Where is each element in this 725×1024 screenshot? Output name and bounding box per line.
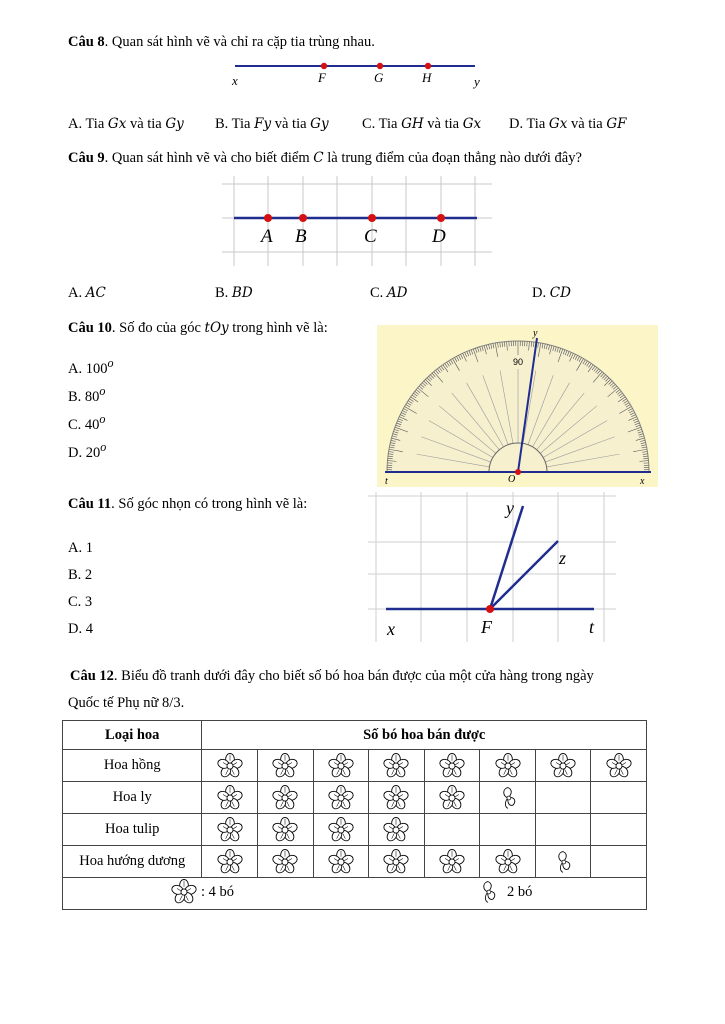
q8-text: . Quan sát hình vẽ và chỉ ra cặp tia trùng nhau. xyxy=(104,34,375,50)
q8-option-c-ray1: GH xyxy=(401,116,424,132)
pictograph-header-type: Loại hoa xyxy=(63,721,202,750)
q8-option-b-prefix: B. Tia xyxy=(215,116,255,132)
pictograph-row-label: Hoa tulip xyxy=(63,814,202,846)
pictograph-table xyxy=(62,720,647,910)
pictograph-header-row xyxy=(63,721,647,750)
q10-option-c[interactable] xyxy=(68,412,105,434)
q9-point-a: A xyxy=(261,226,273,247)
flower-full-icon xyxy=(383,817,409,843)
flower-full-icon xyxy=(217,817,243,843)
legend-half-text: 2 bó xyxy=(507,883,533,900)
flower-full-icon xyxy=(217,785,243,811)
q11-point-x: x xyxy=(387,619,395,639)
q11-question xyxy=(68,496,307,513)
q8-option-c-mid: và tia xyxy=(423,116,463,132)
q10-option-d[interactable] xyxy=(68,440,106,462)
protractor-y-label: y xyxy=(533,328,538,339)
q9-point-d: D xyxy=(432,226,446,247)
protractor-x-label: x xyxy=(640,476,645,487)
flower-full-icon xyxy=(272,849,298,875)
q10-question xyxy=(68,320,328,337)
flower-half-icon xyxy=(550,849,576,875)
pictograph-cell xyxy=(258,782,314,814)
q8-option-c-prefix: C. Tia xyxy=(362,116,402,132)
q8-option-c-ray2: Gx xyxy=(462,116,482,132)
pictograph-cell xyxy=(202,846,258,878)
flower-full-icon xyxy=(495,849,521,875)
q11-point-f: F xyxy=(481,617,492,637)
q10-option-c-text: C. 40 xyxy=(68,416,100,433)
q8-option-d-ray2: GF xyxy=(606,116,627,132)
flower-full-icon xyxy=(439,753,465,779)
pictograph-row-label: Hoa hướng dương xyxy=(63,846,202,878)
pictograph-cell xyxy=(258,846,314,878)
pictograph-cell xyxy=(313,750,369,782)
pictograph-row xyxy=(63,782,647,814)
flower-full-icon xyxy=(217,849,243,875)
q12-label: Câu 12 xyxy=(70,668,114,684)
q11-option-a[interactable]: A. 1 xyxy=(68,540,93,556)
q11-option-c[interactable]: C. 3 xyxy=(68,594,93,610)
pictograph-cell xyxy=(369,814,425,846)
protractor-figure xyxy=(377,325,658,487)
q10-option-a-degree: o xyxy=(107,356,114,370)
pictograph-cell xyxy=(424,846,480,878)
flower-full-icon xyxy=(272,817,298,843)
q8-label: Câu 8 xyxy=(68,34,105,50)
q11-point-y: y xyxy=(506,498,514,518)
q9-option-b[interactable] xyxy=(215,285,253,302)
pictograph-cell xyxy=(535,846,591,878)
q10-option-b-degree: o xyxy=(99,384,106,398)
q8-point-x: x xyxy=(232,73,238,88)
pictograph-cell xyxy=(535,782,591,814)
protractor-o-label: O xyxy=(508,474,516,485)
pictograph-cell xyxy=(535,814,591,846)
pictograph-row xyxy=(63,846,647,878)
flower-full-icon xyxy=(383,785,409,811)
q11-angle-figure xyxy=(368,492,618,644)
flower-full-icon xyxy=(328,753,354,779)
legend-half xyxy=(475,879,532,905)
flower-full-icon xyxy=(328,849,354,875)
q12-question-line2: Quốc tế Phụ nữ 8/3. xyxy=(68,695,185,711)
pictograph-row-label: Hoa hồng xyxy=(63,750,202,782)
q10-text-a: . Số đo của góc xyxy=(111,320,205,336)
q9-option-d-prefix: D. xyxy=(532,285,550,301)
q11-text: . Số góc nhọn có trong hình vẽ là: xyxy=(111,496,308,512)
q8-point-h: H xyxy=(422,70,432,85)
q8-point-f: F xyxy=(318,70,326,85)
q8-option-d-prefix: D. Tia xyxy=(509,116,549,132)
pictograph-row xyxy=(63,750,647,782)
q11-point-t: t xyxy=(589,617,595,637)
q9-text-a: . Quan sát hình vẽ và cho biết điểm xyxy=(104,150,314,166)
q10-option-d-text: D. 20 xyxy=(68,444,101,461)
q8-line-figure xyxy=(225,56,490,92)
pictograph-cell xyxy=(202,814,258,846)
pictograph-cell xyxy=(480,814,536,846)
flower-full-icon xyxy=(171,879,197,905)
q10-text-b: trong hình vẽ là: xyxy=(228,320,328,336)
q9-point-c: C xyxy=(364,226,377,247)
q10-option-c-degree: o xyxy=(99,412,106,426)
q9-option-a-seg: AC xyxy=(85,285,106,301)
q9-point-b: B xyxy=(295,226,307,247)
q10-option-a-text: A. 100 xyxy=(68,360,108,377)
flower-full-icon xyxy=(606,753,632,779)
q9-option-b-seg: BD xyxy=(231,285,253,301)
q8-option-d-mid: và tia xyxy=(567,116,607,132)
q8-option-c[interactable] xyxy=(362,116,481,133)
flower-full-icon xyxy=(439,785,465,811)
pictograph-cell xyxy=(369,846,425,878)
q8-option-d-ray1: Gx xyxy=(548,116,568,132)
q9-question xyxy=(68,150,582,167)
q10-label: Câu 10 xyxy=(68,320,112,336)
q8-option-a-ray2: Gy xyxy=(165,116,184,132)
pictograph-cell xyxy=(480,782,536,814)
pictograph-cell xyxy=(313,846,369,878)
q11-label: Câu 11 xyxy=(68,496,112,512)
flower-full-icon xyxy=(328,817,354,843)
q9-option-c[interactable] xyxy=(370,285,408,302)
q8-option-b-ray1: Fy xyxy=(254,116,272,132)
pictograph-cell xyxy=(424,750,480,782)
pictograph-cell xyxy=(480,846,536,878)
pictograph-cell xyxy=(591,814,647,846)
q12-question-line1 xyxy=(70,668,594,685)
q9-text-b: là trung điểm của đoạn thẳng nào dưới đây? xyxy=(323,150,582,166)
flower-full-icon xyxy=(272,753,298,779)
flower-full-icon xyxy=(272,785,298,811)
q10-option-b-text: B. 80 xyxy=(68,388,100,405)
pictograph-cell xyxy=(424,814,480,846)
pictograph-cell xyxy=(258,814,314,846)
q8-option-b-ray2: Gy xyxy=(310,116,329,132)
pictograph-cell xyxy=(313,782,369,814)
q8-option-d[interactable] xyxy=(509,116,627,133)
pictograph-cell xyxy=(313,814,369,846)
q10-option-a[interactable] xyxy=(68,356,114,378)
q9-option-a[interactable] xyxy=(68,285,106,302)
pictograph-cell xyxy=(424,782,480,814)
protractor-90-label: 90 xyxy=(513,357,524,367)
q9-label: Câu 9 xyxy=(68,150,105,166)
q8-option-b[interactable] xyxy=(215,116,329,133)
pictograph-cell xyxy=(591,782,647,814)
q11-option-d[interactable]: D. 4 xyxy=(68,621,93,637)
q12-text-a: . Biểu đồ tranh dưới đây cho biết số bó hoa bán được của một cửa hàng trong ngày xyxy=(113,668,594,684)
flower-half-icon xyxy=(495,785,521,811)
q9-grid-figure xyxy=(222,176,496,268)
q8-option-a-mid: và tia xyxy=(126,116,166,132)
q9-option-d-seg: CD xyxy=(549,285,571,301)
pictograph-cell xyxy=(369,782,425,814)
q8-point-g: G xyxy=(374,70,384,85)
q11-point-z: z xyxy=(559,548,567,568)
flower-full-icon xyxy=(217,753,243,779)
legend-full-text: : 4 bó xyxy=(201,883,235,900)
flower-half-icon xyxy=(475,879,501,905)
q10-option-d-degree: o xyxy=(100,440,107,454)
q8-point-y: y xyxy=(474,74,480,89)
q9-point: C xyxy=(313,150,324,166)
q8-option-a-prefix: A. Tia xyxy=(68,116,108,132)
flower-full-icon xyxy=(383,849,409,875)
q9-option-c-seg: AD xyxy=(386,285,408,301)
q9-option-a-prefix: A. xyxy=(68,285,86,301)
q11-option-b[interactable]: B. 2 xyxy=(68,567,93,583)
q8-question xyxy=(68,34,375,51)
q9-option-c-prefix: C. xyxy=(370,285,387,301)
flower-full-icon xyxy=(550,753,576,779)
pictograph-cell xyxy=(202,782,258,814)
flower-full-icon xyxy=(439,849,465,875)
pictograph-legend xyxy=(63,878,647,910)
q9-option-d[interactable] xyxy=(532,285,571,302)
pictograph-cell xyxy=(591,750,647,782)
q9-option-b-prefix: B. xyxy=(215,285,232,301)
flower-full-icon xyxy=(383,753,409,779)
q10-option-b[interactable] xyxy=(68,384,105,406)
pictograph-cell xyxy=(202,750,258,782)
pictograph-row xyxy=(63,814,647,846)
legend-full xyxy=(171,879,234,905)
protractor-t-label: t xyxy=(385,476,388,487)
flower-full-icon xyxy=(328,785,354,811)
pictograph-header-count: Số bó hoa bán được xyxy=(202,721,647,750)
pictograph-row-label: Hoa ly xyxy=(63,782,202,814)
pictograph-legend-row xyxy=(63,878,647,910)
pictograph-cell xyxy=(535,750,591,782)
q8-option-a-ray1: Gx xyxy=(107,116,127,132)
pictograph-cell xyxy=(258,750,314,782)
q10-angle: tOy xyxy=(204,320,229,336)
pictograph-cell xyxy=(591,846,647,878)
pictograph-cell xyxy=(369,750,425,782)
q8-option-a[interactable] xyxy=(68,116,184,133)
pictograph-cell xyxy=(480,750,536,782)
flower-full-icon xyxy=(495,753,521,779)
q8-option-b-mid: và tia xyxy=(271,116,311,132)
